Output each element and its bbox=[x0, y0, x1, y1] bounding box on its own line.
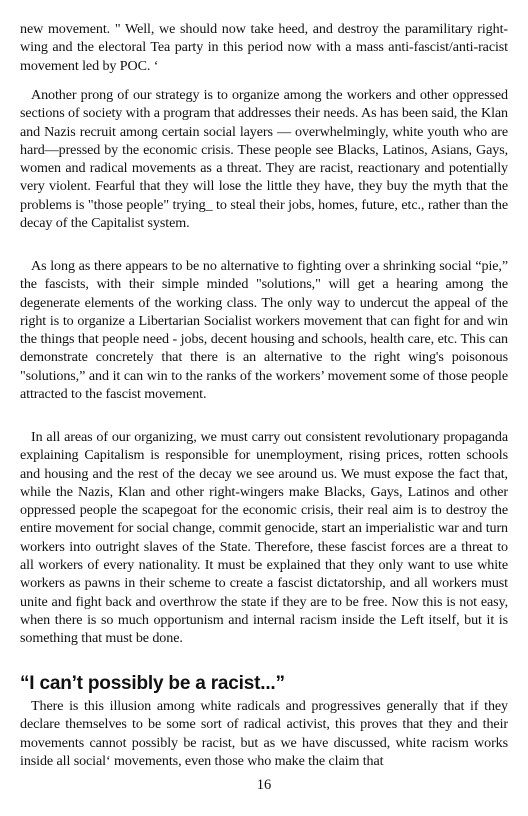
body-text-propaganda bbox=[20, 428, 508, 648]
body-text-alternative bbox=[20, 257, 508, 403]
page-number: 16 bbox=[256, 777, 272, 793]
paragraph: Another prong of our strategy is to organize among the workers and other oppressed sections of society with a program that addresses their needs. As has been said, the Klan and Nazis recruit among certain social layers — overwhelmingly, white youth who are hard—pressed by the economic crisis. These people see Blacks, Latinos, Asians, Gays, women and radical movements as a threat. They are racist, reactionary and potentially very violent. Fearful that they will lose the little they have, they buy the myth that the problems is "those people" trying_ to steal their jobs, homes, future, etc., rather than the decay of the Capitalist system. bbox=[20, 87, 508, 232]
section-heading: “I can’t possibly be a racist...” bbox=[20, 673, 285, 694]
body-text-strategy bbox=[20, 86, 508, 232]
paragraph: new movement. " Well, we should now take heed, and destroy the paramilitary right-wing and the electoral Tea party in this period now with a mass anti-fascist/anti-racist movement led by POC. ‘ bbox=[20, 21, 508, 74]
body-text-continuation bbox=[20, 20, 508, 75]
paragraph: As long as there appears to be no alternative to fighting over a shrinking social “pie,” the fascists, with their simple minded "solutions," will get a hearing among the degenerate elements of the working class. The only way to undercut the appeal of the right is to organize a Libertarian Socialist workers movement that can fight for and win the things that people need - jobs, decent housing and schools, health care, etc. This can demonstrate concretely that there is an alternative to the right wing's poisonous "solutions,” and it can win to the ranks of the workers’ movement some of those people attracted to the fascist movement. bbox=[20, 258, 508, 403]
body-text-illusion bbox=[20, 697, 508, 770]
paragraph: There is this illusion among white radicals and progressives generally that if they declare themselves to be some sort of radical activist, this proves that they and their movements cannot possibly be racist, but as we have discussed, white racism works inside all social‘ movements, even those who make the claim that bbox=[20, 698, 508, 769]
paragraph: In all areas of our organizing, we must carry out consistent revolutionary propaganda explaining Capitalism is responsible for unemployment, rising prices, rotten schools and housing and the rest of the decay we see around us. We must expose the fact that, while the Nazis, Klan and other right-wingers make Blacks, Gays, Latinos and other oppressed people the scapegoat for the economic crisis, their real aim is to destroy the entire movement for social change, commit genocide, start an imperialistic war and turn workers into outright slaves of the State. Therefore, these fascist forces are a threat to all workers of every nationality. It must be explained that they only want to use white workers as pawns in their scheme to create a fascist dictatorship, and all workers must unite and fight back and overthrow the state if they are to be free. Now this is not easy, when there is so much opportunism and internal racism inside the Left itself, but it is something that must be done. bbox=[20, 429, 508, 647]
